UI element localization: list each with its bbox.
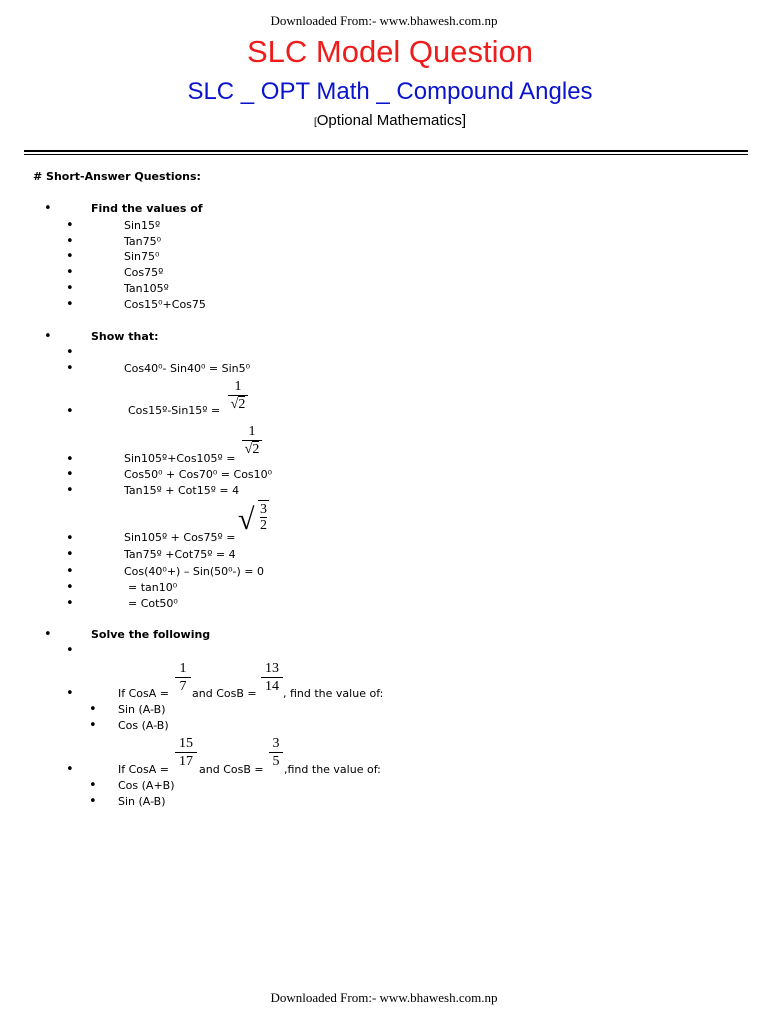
denominator: 17 bbox=[179, 754, 193, 769]
denominator bbox=[228, 397, 248, 412]
numerator: 1 bbox=[248, 424, 256, 439]
bullet: • bbox=[66, 281, 74, 296]
denominator: 14 bbox=[265, 679, 279, 694]
fraction-3-5 bbox=[269, 736, 283, 769]
problem-text: If CosA = bbox=[118, 687, 169, 700]
sqrt-symbol: √ bbox=[238, 503, 255, 536]
denominator: 5 bbox=[272, 754, 280, 769]
list-item: Sin (A-B) bbox=[118, 703, 166, 716]
optional-text: Optional Mathematics] bbox=[316, 112, 466, 129]
denominator: 2 bbox=[259, 518, 267, 533]
bullet: • bbox=[66, 564, 74, 579]
numerator: 1 bbox=[234, 379, 242, 394]
radicand: 2 bbox=[252, 442, 260, 457]
bullet: • bbox=[89, 718, 97, 733]
list-item: Cos15⁰+Cos75 bbox=[124, 298, 206, 311]
fraction-1-7 bbox=[175, 661, 191, 694]
bullet: • bbox=[66, 467, 74, 482]
bullet: • bbox=[66, 218, 74, 233]
fraction-bar bbox=[175, 752, 197, 753]
bullet: • bbox=[66, 297, 74, 312]
bullet: • bbox=[66, 234, 74, 249]
list-item: Tan75º +Cot75º = 4 bbox=[124, 548, 236, 561]
list-item: Cos (A+B) bbox=[118, 779, 175, 792]
fraction-15-17 bbox=[175, 736, 197, 769]
fraction-bar bbox=[269, 752, 283, 753]
list-item: Cos40⁰- Sin40⁰ = Sin5⁰ bbox=[124, 362, 251, 375]
sqrt-three-over-two bbox=[238, 500, 269, 540]
fraction-13-14 bbox=[261, 661, 283, 694]
sqrt-symbol: √ bbox=[244, 442, 253, 457]
radicand: 2 bbox=[238, 397, 246, 412]
problem-text: ,find the value of: bbox=[284, 763, 381, 776]
list-item: Tan15º + Cot15º = 4 bbox=[124, 484, 240, 497]
numerator: 1 bbox=[179, 661, 187, 676]
source-header: Downloaded From:- www.bhawesh.com.np bbox=[270, 13, 498, 28]
bullet: • bbox=[66, 361, 74, 376]
list-item: Tan105º bbox=[124, 282, 169, 295]
problem-text: , find the value of: bbox=[283, 687, 384, 700]
numerator: 15 bbox=[179, 736, 193, 751]
list-item: Sin105º + Cos75º = bbox=[124, 531, 236, 544]
fraction-one-over-root-two bbox=[242, 424, 262, 457]
fraction-one-over-root-two bbox=[228, 379, 248, 412]
problem-text: and CosB = bbox=[199, 763, 264, 776]
problem-text: If CosA = bbox=[118, 763, 169, 776]
bullet: • bbox=[66, 483, 74, 498]
bullet: • bbox=[44, 627, 52, 642]
page-subtitle: SLC _ OPT Math _ Compound Angles bbox=[187, 78, 593, 105]
problem-text: and CosB = bbox=[192, 687, 257, 700]
divider-bottom bbox=[24, 154, 748, 155]
list-item: Tan75⁰ bbox=[124, 235, 162, 248]
sqrt-symbol: √ bbox=[230, 397, 239, 412]
bullet: • bbox=[66, 345, 74, 360]
denominator: 7 bbox=[179, 679, 187, 694]
list-item: Cos (A-B) bbox=[118, 719, 169, 732]
bullet: • bbox=[66, 762, 74, 777]
list-item: = Cot50⁰ bbox=[128, 597, 178, 610]
bullet: • bbox=[66, 531, 74, 546]
fraction-bar bbox=[175, 677, 191, 678]
bullet: • bbox=[66, 404, 74, 419]
denominator bbox=[242, 442, 262, 457]
list-item: Cos15º-Sin15º = bbox=[128, 404, 221, 417]
bullet: • bbox=[66, 643, 74, 658]
bullet: • bbox=[66, 686, 74, 701]
optional-label bbox=[0, 112, 768, 129]
list-item: Sin75⁰ bbox=[124, 250, 160, 263]
q1-heading: Find the values of bbox=[91, 202, 203, 215]
radicand-fraction bbox=[258, 500, 269, 533]
bullet: • bbox=[66, 452, 74, 467]
list-item: = tan10⁰ bbox=[128, 581, 178, 594]
bullet: • bbox=[66, 249, 74, 264]
list-item: Sin105º+Cos105º = bbox=[124, 452, 236, 465]
bullet: • bbox=[89, 702, 97, 717]
list-item: Sin (A-B) bbox=[118, 795, 166, 808]
numerator: 13 bbox=[265, 661, 279, 676]
numerator: 3 bbox=[272, 736, 280, 751]
divider-top bbox=[24, 150, 748, 152]
list-item: Sin15º bbox=[124, 219, 161, 232]
bracket-glyph: [ bbox=[313, 117, 317, 128]
section-heading: # Short-Answer Questions: bbox=[33, 170, 201, 183]
bullet: • bbox=[66, 547, 74, 562]
bullet: • bbox=[66, 580, 74, 595]
list-item: Cos50⁰ + Cos70⁰ = Cos10⁰ bbox=[124, 468, 273, 481]
bullet: • bbox=[66, 596, 74, 611]
numerator: 3 bbox=[259, 502, 267, 517]
page-title: SLC Model Question bbox=[246, 34, 534, 69]
q3-heading: Solve the following bbox=[91, 628, 211, 641]
bullet: • bbox=[44, 201, 52, 216]
bullet: • bbox=[89, 794, 97, 809]
fraction-bar bbox=[261, 677, 283, 678]
list-item: Cos75º bbox=[124, 266, 164, 279]
bullet: • bbox=[66, 265, 74, 280]
bullet: • bbox=[89, 778, 97, 793]
bullet: • bbox=[44, 329, 52, 344]
source-footer: Downloaded From:- www.bhawesh.com.np bbox=[270, 990, 498, 1005]
list-item: Cos(40⁰+) – Sin(50⁰-) = 0 bbox=[124, 565, 265, 578]
q2-heading: Show that: bbox=[91, 330, 159, 343]
